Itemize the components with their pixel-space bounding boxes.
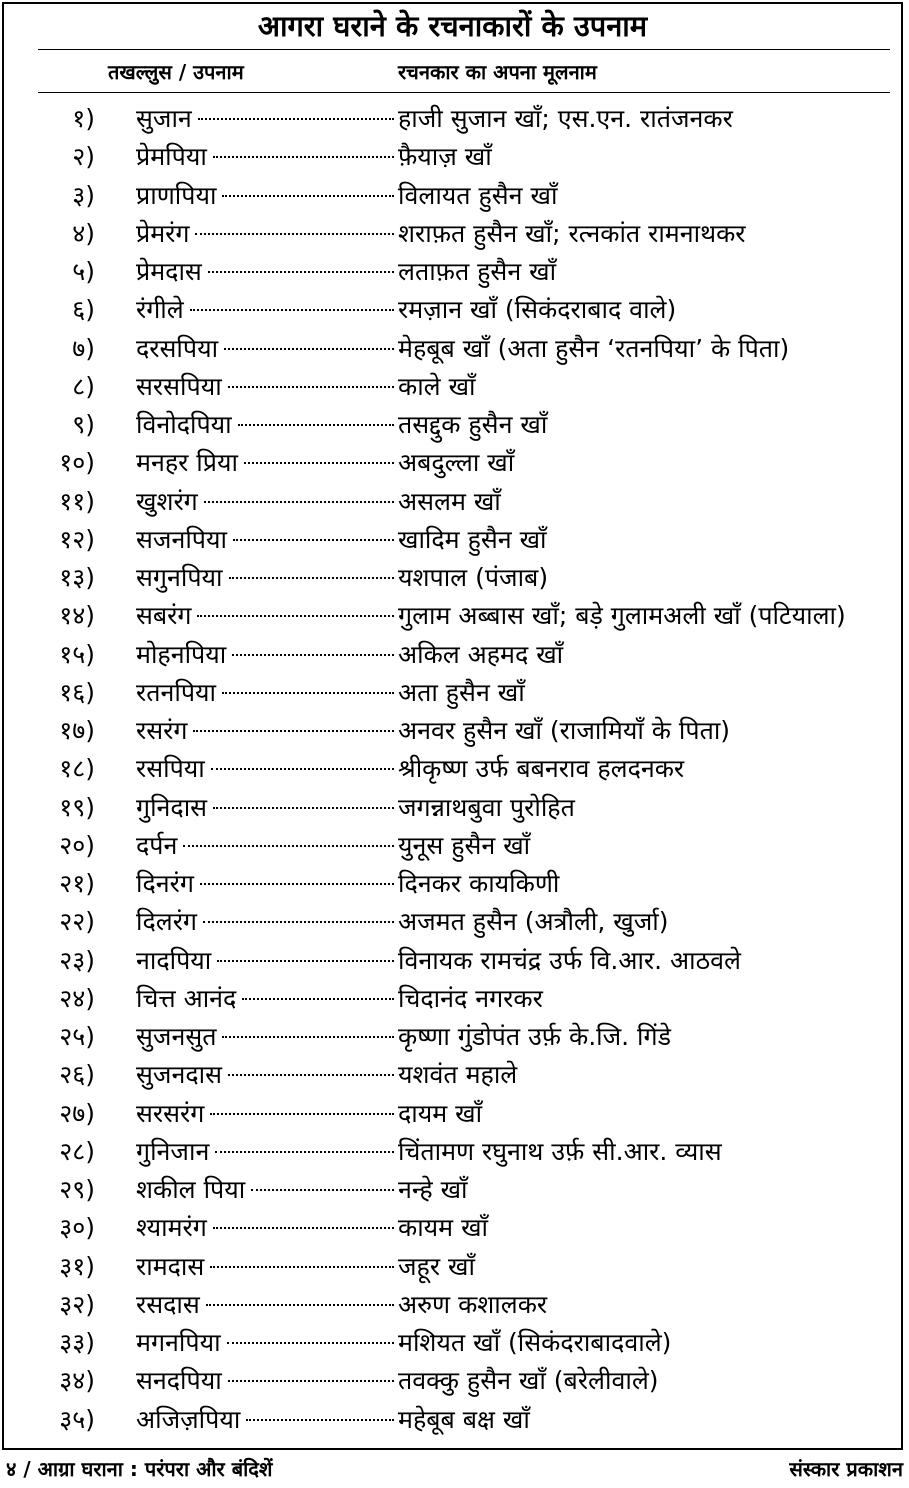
- alias-text: खुशरंग: [136, 486, 198, 516]
- alias-text: अजिज़पिया: [136, 1404, 241, 1434]
- list-item: [0, 215, 905, 253]
- dot-leader: [183, 845, 394, 847]
- list-item: [0, 865, 905, 903]
- alias-cell: [136, 1133, 394, 1171]
- item-number: ९): [72, 410, 95, 439]
- list-item: [0, 1095, 905, 1133]
- real-name: हाजी सुजान खाँ; एस.एन. रातंजनकर: [398, 104, 733, 133]
- item-number: ४): [72, 218, 95, 248]
- real-name: दायम खाँ: [398, 1098, 483, 1128]
- item-number: १२): [59, 524, 95, 554]
- alias-cell: [136, 865, 394, 903]
- dot-leader: [204, 501, 394, 503]
- alias-text: दर्पन: [136, 830, 178, 860]
- item-number: २९): [59, 1175, 95, 1204]
- dot-leader: [197, 615, 394, 617]
- real-name: शराफ़त हुसैन खाँ; रत्नकांत रामनाथकर: [398, 218, 746, 248]
- column-header-alias: तखल्लुस / उपनाम: [108, 60, 244, 84]
- list-item: [0, 291, 905, 329]
- dot-leader: [242, 998, 394, 1000]
- dot-leader: [222, 1036, 394, 1038]
- item-number: ६): [72, 295, 95, 325]
- alias-cell: [136, 980, 394, 1018]
- list-item: [0, 253, 905, 291]
- alias-text: सबरंग: [136, 601, 192, 631]
- alias-text: सुजान: [136, 104, 192, 133]
- alias-cell: [136, 1056, 394, 1094]
- real-name: काले खाँ: [398, 371, 476, 401]
- alias-cell: [136, 903, 394, 941]
- list-item: [0, 177, 905, 215]
- real-name: महेबूब बक्ष खाँ: [398, 1404, 530, 1434]
- real-name: कायम खाँ: [398, 1213, 488, 1243]
- item-number: ३): [72, 180, 95, 210]
- real-name: अता हुसैन खाँ: [398, 677, 525, 707]
- dot-leader: [213, 1227, 394, 1229]
- dot-leader: [217, 960, 394, 962]
- dot-leader: [251, 1189, 394, 1191]
- item-number: २): [72, 142, 95, 172]
- dot-leader: [200, 883, 394, 885]
- list-item: [0, 1401, 905, 1439]
- real-name: तसद्दुक हुसैन खाँ: [398, 410, 548, 439]
- alias-cell: [136, 215, 394, 253]
- list-item: [0, 1133, 905, 1171]
- alias-text: दिनरंग: [136, 869, 194, 898]
- item-number: ५): [72, 257, 95, 286]
- alias-cell: [136, 177, 394, 215]
- dot-leader: [206, 1304, 394, 1306]
- alias-cell: [136, 597, 394, 635]
- list-item: [0, 1171, 905, 1209]
- real-name: चिंतामण रघुनाथ उर्फ़ सी.आर. व्यास: [398, 1136, 722, 1166]
- real-name: अकिल अहमद खाँ: [398, 639, 564, 669]
- list-item: [0, 903, 905, 941]
- item-number: २७): [59, 1098, 95, 1128]
- real-name: यशवंत महाले: [398, 1060, 518, 1090]
- alias-text: सुजनदास: [136, 1060, 222, 1090]
- alias-text: सुजनसुत: [136, 1022, 217, 1051]
- item-number: २३): [59, 945, 95, 975]
- real-name: मशियत खाँ (सिकंदराबादवाले): [398, 1328, 672, 1357]
- real-name: खादिम हुसैन खाँ: [398, 524, 547, 554]
- real-name: श्रीकृष्ण उर्फ बबनराव हलदनकर: [398, 754, 685, 784]
- alias-cell: [136, 1286, 394, 1324]
- dot-leader: [224, 348, 394, 350]
- dot-leader: [228, 386, 394, 388]
- list-item: [0, 521, 905, 559]
- alias-cell: [136, 636, 394, 674]
- real-name: दिनकर कायकिणी: [398, 869, 560, 898]
- alias-cell: [136, 1401, 394, 1439]
- alias-cell: [136, 100, 394, 138]
- alias-cell: [136, 330, 394, 368]
- list-item: [0, 444, 905, 482]
- dot-leader: [238, 424, 394, 426]
- alias-text: सरसरंग: [136, 1098, 205, 1128]
- alias-text: मगनपिया: [136, 1328, 221, 1357]
- title-divider: [38, 49, 890, 50]
- list-item: [0, 1362, 905, 1400]
- item-number: २४): [59, 983, 95, 1013]
- item-number: ११): [59, 486, 95, 516]
- item-number: २८): [59, 1136, 95, 1166]
- dot-leader: [203, 921, 394, 923]
- list-item: [0, 712, 905, 750]
- alias-text: प्राणपिया: [136, 180, 217, 210]
- list-item: [0, 1056, 905, 1094]
- dot-leader: [213, 807, 394, 809]
- alias-cell: [136, 1171, 394, 1209]
- list-item: [0, 980, 905, 1018]
- list-item: [0, 330, 905, 368]
- alias-cell: [136, 521, 394, 559]
- alias-cell: [136, 138, 394, 176]
- alias-text: नादपिया: [136, 945, 212, 975]
- dot-leader: [208, 271, 394, 273]
- alias-text: दिलरंग: [136, 907, 198, 937]
- list-item: [0, 597, 905, 635]
- alias-cell: [136, 942, 394, 980]
- alias-text: सरसपिया: [136, 371, 222, 401]
- alias-text: सनदपिया: [136, 1366, 222, 1396]
- alias-cell: [136, 789, 394, 827]
- dot-leader: [198, 118, 394, 120]
- item-number: १४): [59, 601, 95, 631]
- alias-text: दरसपिया: [136, 333, 219, 363]
- alias-cell: [136, 674, 394, 712]
- list-item: [0, 138, 905, 176]
- list-item: [0, 674, 905, 712]
- dot-leader: [222, 195, 394, 197]
- list-item: [0, 100, 905, 138]
- item-number: ३४): [59, 1366, 95, 1396]
- real-name: विलायत हुसैन खाँ: [398, 180, 558, 210]
- dot-leader: [213, 156, 394, 158]
- alias-cell: [136, 1209, 394, 1247]
- item-number: २१): [59, 869, 95, 898]
- alias-text: विनोदपिया: [136, 410, 232, 439]
- item-number: ३०): [59, 1213, 95, 1243]
- alias-text: गुनिदास: [136, 792, 208, 822]
- alias-text: रामदास: [136, 1251, 205, 1281]
- dot-leader: [229, 577, 394, 579]
- alias-text: गुनिजान: [136, 1136, 210, 1166]
- item-number: २६): [59, 1060, 95, 1090]
- item-number: ३५): [59, 1404, 95, 1434]
- footer-left: ४ / आग्रा घराना : परंपरा और बंदिशें: [6, 1457, 273, 1481]
- alias-cell: [136, 750, 394, 788]
- dot-leader: [211, 768, 394, 770]
- dot-leader: [246, 1419, 394, 1421]
- dot-leader: [233, 539, 394, 541]
- item-number: २५): [59, 1022, 95, 1051]
- item-number: ३३): [59, 1328, 95, 1357]
- real-name: फ़ैयाज़ खाँ: [398, 142, 492, 172]
- list-item: [0, 750, 905, 788]
- alias-cell: [136, 1018, 394, 1056]
- header-divider: [38, 92, 890, 93]
- alias-cell: [136, 1324, 394, 1362]
- real-name: युनूस हुसैन खाँ: [398, 830, 531, 860]
- alias-text: सगुनपिया: [136, 563, 223, 592]
- alias-text: शकील पिया: [136, 1175, 246, 1204]
- real-name: गुलाम अब्बास खाँ; बड़े गुलामअली खाँ (पटियाला): [398, 601, 846, 631]
- alias-cell: [136, 827, 394, 865]
- alias-cell: [136, 1095, 394, 1133]
- alias-text: मोहनपिया: [136, 639, 227, 669]
- alias-cell: [136, 712, 394, 750]
- alias-text: रसरंग: [136, 716, 188, 745]
- list-item: [0, 483, 905, 521]
- list-item: [0, 1209, 905, 1247]
- list-item: [0, 1324, 905, 1362]
- dot-leader: [190, 309, 394, 311]
- item-number: २०): [59, 830, 95, 860]
- item-number: १७): [59, 716, 95, 745]
- list-item: [0, 1286, 905, 1324]
- dot-leader: [227, 1342, 394, 1344]
- real-name: असलम खाँ: [398, 486, 501, 516]
- real-name: लताफ़त हुसैन खाँ: [398, 257, 557, 286]
- dot-leader: [232, 654, 394, 656]
- dot-leader: [215, 1151, 394, 1153]
- alias-text: रतनपिया: [136, 677, 217, 707]
- list-item: [0, 789, 905, 827]
- dot-leader: [228, 1074, 394, 1076]
- real-name: अजमत हुसैन (अत्रौली, खुर्जा): [398, 907, 669, 937]
- alias-cell: [136, 406, 394, 444]
- alias-cell: [136, 368, 394, 406]
- alias-text: प्रेमरंग: [136, 218, 190, 248]
- list-item: [0, 1248, 905, 1286]
- alias-cell: [136, 559, 394, 597]
- real-name: चिदानंद नगरकर: [398, 983, 543, 1013]
- real-name: नन्हे खाँ: [398, 1175, 468, 1204]
- real-name: विनायक रामचंद्र उर्फ वि.आर. आठवले: [398, 945, 741, 975]
- alias-cell: [136, 253, 394, 291]
- footer-right: संस्कार प्रकाशन: [789, 1457, 903, 1481]
- alias-text: मनहर प्रिया: [136, 448, 238, 478]
- dot-leader: [210, 1113, 394, 1115]
- item-number: १९): [59, 792, 95, 822]
- alias-text: रसपिया: [136, 754, 205, 784]
- real-name: अनवर हुसैन खाँ (राजामियाँ के पिता): [398, 716, 731, 745]
- alias-cell: [136, 291, 394, 329]
- list-item: [0, 406, 905, 444]
- item-number: १): [72, 104, 95, 133]
- alias-cell: [136, 1362, 394, 1400]
- alias-text: सजनपिया: [136, 524, 227, 554]
- real-name: तवक्कु हुसैन खाँ (बरेलीवाले): [398, 1366, 659, 1396]
- item-number: २२): [59, 907, 95, 937]
- page-title: आगरा घराने के रचनाकारों के उपनाम: [257, 9, 648, 43]
- alias-text: रंगीले: [136, 295, 184, 325]
- list-item: [0, 368, 905, 406]
- item-number: ८): [72, 371, 95, 401]
- alias-text: प्रेमदास: [136, 257, 202, 286]
- list-item: [0, 1018, 905, 1056]
- real-name: यशपाल (पंजाब): [398, 563, 549, 592]
- item-number: १८): [59, 754, 95, 784]
- real-name: कृष्णा गुंडोपंत उर्फ़ के.जि. गिंडे: [398, 1022, 671, 1051]
- list-item: [0, 559, 905, 597]
- real-name: जहूर खाँ: [398, 1251, 475, 1281]
- dot-leader: [222, 692, 394, 694]
- dot-leader: [228, 1380, 394, 1382]
- item-number: १०): [59, 448, 95, 478]
- real-name: मेहबूब खाँ (अता हुसैन ‘रतनपिया’ के पिता): [398, 333, 790, 363]
- name-list: [0, 100, 905, 1439]
- real-name: रमज़ान खाँ (सिकंदराबाद वाले): [398, 295, 677, 325]
- item-number: ३२): [59, 1289, 95, 1319]
- alias-text: चित्त आनंद: [136, 983, 237, 1013]
- alias-text: प्रेमपिया: [136, 142, 207, 172]
- alias-cell: [136, 483, 394, 521]
- item-number: १६): [59, 677, 95, 707]
- alias-cell: [136, 444, 394, 482]
- item-number: ३१): [59, 1251, 95, 1281]
- item-number: १३): [59, 563, 95, 592]
- alias-text: श्यामरंग: [136, 1213, 207, 1243]
- alias-text: रसदास: [136, 1289, 200, 1319]
- real-name: जगन्नाथबुवा पुरोहित: [398, 792, 575, 822]
- column-header-real-name: रचनकार का अपना मूलनाम: [398, 60, 597, 84]
- real-name: अरुण कशालकर: [398, 1289, 548, 1319]
- dot-leader: [193, 730, 394, 732]
- list-item: [0, 636, 905, 674]
- list-item: [0, 827, 905, 865]
- dot-leader: [244, 462, 394, 464]
- dot-leader: [195, 233, 394, 235]
- alias-cell: [136, 1248, 394, 1286]
- dot-leader: [210, 1266, 394, 1268]
- list-item: [0, 942, 905, 980]
- item-number: १५): [59, 639, 95, 669]
- item-number: ७): [72, 333, 95, 363]
- real-name: अबदुल्ला खाँ: [398, 448, 515, 478]
